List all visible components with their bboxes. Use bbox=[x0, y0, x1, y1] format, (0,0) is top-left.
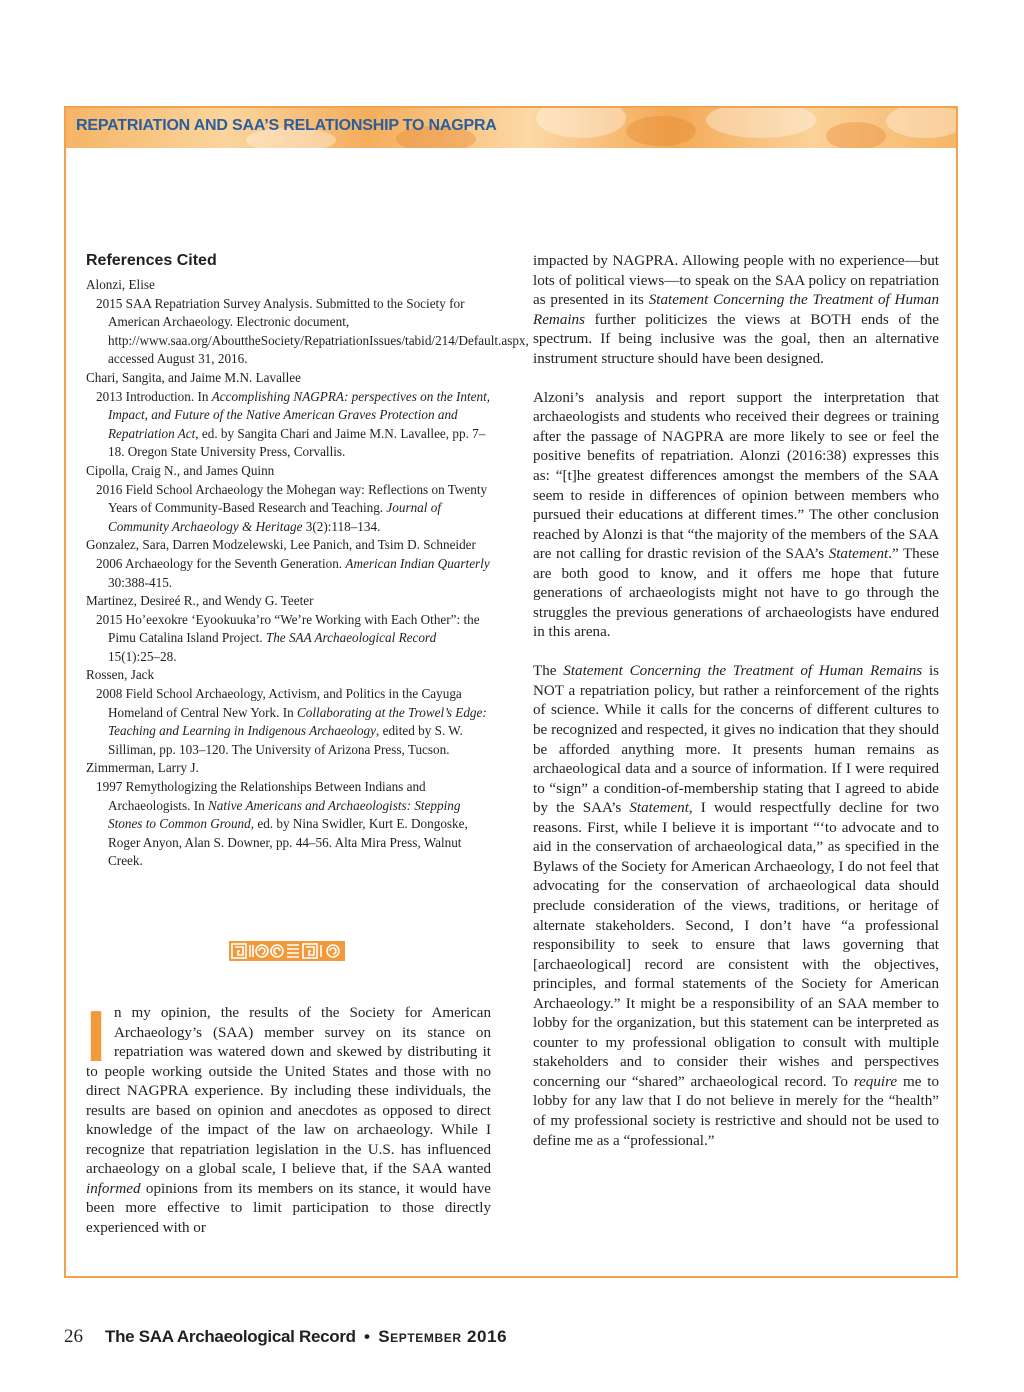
body-paragraph: impacted by NAGPRA. Allowing people with no experience—but lots of political views—to speak on the SAA policy on repatriation as presented in its Statement Concerning the Treatment of Human Remains further politicizes the views at BOTH ends of the spectrum. If being inclusive was the goal, then an alternative instrument structure should have been designed. bbox=[533, 253, 939, 367]
section-ornament-icon bbox=[229, 941, 345, 961]
body-paragraph: Alzoni’s analysis and report support the interpretation that archaeologists and students who received their degrees or training after the passage of NAGPRA are more likely to see or feel the positive benefits of repatriation. Alonzi (2016:38) expresses this as: “[t]he greatest differences amongst the members of the SAA seem to reside in differences of opinion between members who pursued their educations at different times.” The other conclusion reached by Alonzi is that “the majority of the members of the SAA are not calling for drastic revision of the SAA’s Statement.” These are both good to know, and it offers me hope that future generations of archaeologists might not have to go through the struggles the previous generations of archaeologists have endured in this arena. bbox=[533, 389, 939, 641]
right-column bbox=[533, 252, 939, 1151]
reference-entry: 2006 Archaeology for the Seventh Generation. American Indian Quarterly 30:388-415. bbox=[96, 555, 490, 590]
reference-entry: 2013 Introduction. In Accomplishing NAGPRA: perspectives on the Intent, Impact, and Future of the Native American Graves Protection and Repatriation Act, ed. by Sangita Chari and Jaime M.N. Lavallee, pp. 7–18. Oregon State University Press, Corvallis. bbox=[96, 388, 491, 460]
section-title: REPATRIATION AND SAA’S RELATIONSHIP TO NAGPRA bbox=[76, 117, 497, 134]
footer-bullet: • bbox=[364, 1327, 370, 1346]
reference-author: Martinez, Desireé R., and Wendy G. Teeter bbox=[86, 593, 314, 609]
reference-author: Zimmerman, Larry J. bbox=[86, 760, 199, 776]
opening-text: n my opinion, the results of the Society for American Archaeology’s (SAA) member survey on its stance on repatriation was watered down and skewed by distributing it to people working outside the United States and those with no direct NAGPRA experience. By including these individuals, the results are based on opinion and anecdotes as opposed to direct knowledge of the impact of the law on archaeology. While I recognize that repatriation legislation in the U.S. has influenced archaeology on a global scale, I believe that, if the SAA wanted informed opinions from its members on its stance, it would have been more effective to limit participation to those directly experienced with or bbox=[86, 1005, 491, 1237]
reference-author: Cipolla, Craig N., and James Quinn bbox=[86, 462, 275, 478]
section-banner bbox=[66, 108, 956, 148]
reference-entry: 2015 Ho’eexokre ‘Eyookuuka’ro “We’re Working with Each Other”: the Pimu Catalina Island Project. The SAA Archaeological Record 15(1):25–28. bbox=[96, 611, 480, 664]
reference-author: Chari, Sangita, and Jaime M.N. Lavallee bbox=[86, 369, 301, 385]
reference-entry: 1997 Remythologizing the Relationships Between Indians and Archaeologists. In Native Americans and Archaeologists: Stepping Stones to Common Ground, ed. by Nina Swidler, Kurt E. Dongoske, Roger Anyon, Alan S. Downer, pp. 44–56. Alta Mira Press, Walnut Creek. bbox=[96, 779, 468, 869]
page-footer bbox=[64, 1326, 507, 1348]
left-column bbox=[86, 252, 529, 1237]
reference-entry: 2008 Field School Archaeology, Activism, and Politics in the Cayuga Homeland of Central New York. In Collaborating at the Trowel’s Edge: Teaching and Learning in Indigenous Archaeology, edited by S. W. Silliman, pp. 103–120. The University of Arizona Press, Tucson. bbox=[96, 686, 487, 757]
body-paragraph: The Statement Concerning the Treatment of Human Remains is NOT a repatriation policy, but rather a reinforcement of the rights of science. While it calls for the concerns of different cultures to be recognized and respected, it gives no indication that they should be afforded anything more. It presents human remains as archaeological data and a source of information. If I were required to “sign” a condition-of-membership stating that I agreed to abide by the SAA’s Statement, I would respectfully decline for two reasons. First, while I believe it is important “‘to advocate and to aid in the conservation of archaeological data,” as specified in the Bylaws of the Society for American Archaeology, I do not feel that advocating for the conservation of archaeological data should preclude consideration of the views, traditions, or heritage of alternate stakeholders. Second, I don’t have “a professional responsibility to seek to ensure that laws governing that [archaeological] record are consistent with the objectives, principles, and formal statements of the Society for American Archaeology.” It might be a responsibility of an SAA member to lobby for the organization, but this statement can be interpreted as counter to my professional obligation to consult with multiple stakeholders and to consider their wishes and perspectives concerning our “shared” archaeological record. To require me to lobby for any law that I do not believe in merely for the “health” of my professional society is restrictive and should not be used to define me as a “professional.” bbox=[533, 663, 940, 1149]
references-list bbox=[86, 276, 529, 871]
reference-entry: 2015 SAA Repatriation Survey Analysis. Submitted to the Society for American Archaeology. Electronic document, http://www.saa.org/AbouttheSociety/RepatriationIssues/tabid/214/Default.aspx, accessed August 31, 2016. bbox=[96, 295, 529, 367]
publication-name: The SAA Archaeological Record bbox=[105, 1327, 356, 1346]
reference-author: Rossen, Jack bbox=[86, 667, 155, 683]
page-number: 26 bbox=[64, 1326, 83, 1347]
reference-author: Alonzi, Elise bbox=[86, 277, 155, 292]
issue-date: September 2016 bbox=[378, 1327, 508, 1346]
references-heading: References Cited bbox=[86, 252, 217, 269]
reference-entry: 2016 Field School Archaeology the Mohegan way: Reflections on Twenty Years of Community-Based Research and Teaching. Journal of Community Archaeology & Heritage 3(2):118–134. bbox=[96, 481, 488, 534]
opening-paragraph bbox=[86, 997, 491, 1239]
drop-cap: I bbox=[86, 997, 107, 1077]
reference-author: Gonzalez, Sara, Darren Modzelewski, Lee Panich, and Tsim D. Schneider bbox=[86, 537, 476, 553]
